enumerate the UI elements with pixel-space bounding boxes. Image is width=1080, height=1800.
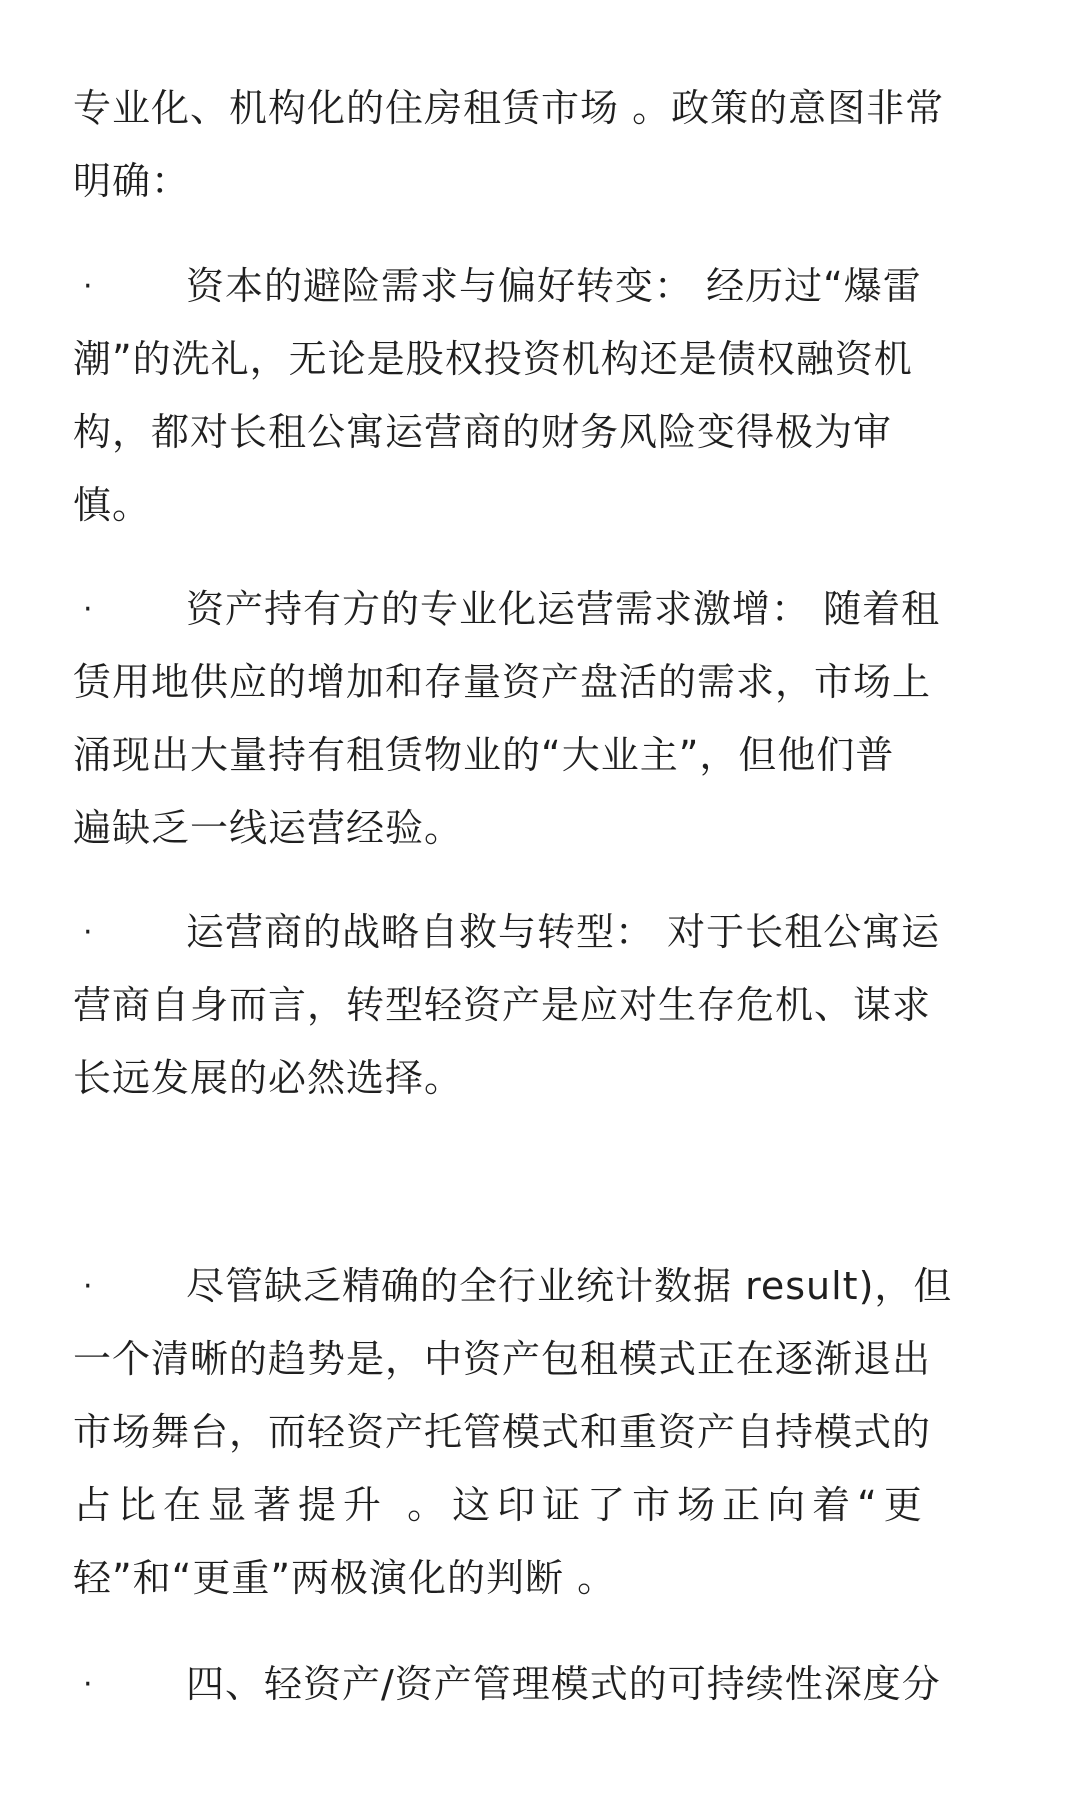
text-line: 构，都对长租公寓运营商的财务风险变得极为审 xyxy=(73,410,893,454)
bullet-item-market-trend xyxy=(73,1250,1008,1615)
bullet-dot-icon: · xyxy=(83,1667,94,1702)
text-line: 资产持有方的专业化运营需求激增： 随着租 xyxy=(186,587,941,631)
text-line: 轻”和“更重”两极演化的判断 。 xyxy=(73,1556,617,1600)
text-line: 明确： xyxy=(73,159,191,203)
text-line: 占比在显著提升 。这印证了市场正向着“更 xyxy=(73,1483,929,1527)
text-line: 慎。 xyxy=(73,483,152,527)
text-line: 一个清晰的趋势是，中资产包租模式正在逐渐退出 xyxy=(73,1337,932,1381)
text-line: 长远发展的必然选择。 xyxy=(73,1056,464,1100)
bullet-first-line xyxy=(73,250,1008,323)
text-line: 专业化、机构化的住房租赁市场 。政策的意图非常 xyxy=(73,86,945,130)
bullet-item-strategic-transformation xyxy=(73,896,1008,1115)
bullet-item-section-heading xyxy=(73,1648,1008,1721)
text-line: 资本的避险需求与偏好转变： 经历过“爆雷 xyxy=(186,264,922,308)
bullet-dot-icon: · xyxy=(83,269,94,304)
intro-paragraph xyxy=(73,72,1008,218)
bullet-item-risk-aversion xyxy=(73,250,1008,542)
text-line: 尽管缺乏精确的全行业统计数据 result)，但 xyxy=(186,1264,953,1308)
text-line: 潮”的洗礼，无论是股权投资机构还是债权融资机 xyxy=(73,337,913,381)
text-line: 赁用地供应的增加和存量资产盘活的需求，市场上 xyxy=(73,660,932,704)
bullet-first-line xyxy=(73,1648,1008,1721)
bullet-first-line xyxy=(73,1250,1008,1323)
text-line: 涌现出大量持有租赁物业的“大业主”，但他们普 xyxy=(73,733,895,777)
text-line: 营商自身而言，转型轻资产是应对生存危机、谋求 xyxy=(73,983,932,1027)
bullet-item-operation-demand xyxy=(73,573,1008,865)
text-line: 市场舞台，而轻资产托管模式和重资产自持模式的 xyxy=(73,1410,932,1454)
bullet-dot-icon: · xyxy=(83,915,94,950)
text-line: 四、轻资产/资产管理模式的可持续性深度分 xyxy=(186,1662,941,1706)
bullet-first-line xyxy=(73,896,1008,969)
text-line: 遍缺乏一线运营经验。 xyxy=(73,806,464,850)
bullet-dot-icon: · xyxy=(83,1269,94,1304)
bullet-first-line xyxy=(73,573,1008,646)
text-line: 运营商的战略自救与转型： 对于长租公寓运 xyxy=(186,910,941,954)
bullet-dot-icon: · xyxy=(83,592,94,627)
